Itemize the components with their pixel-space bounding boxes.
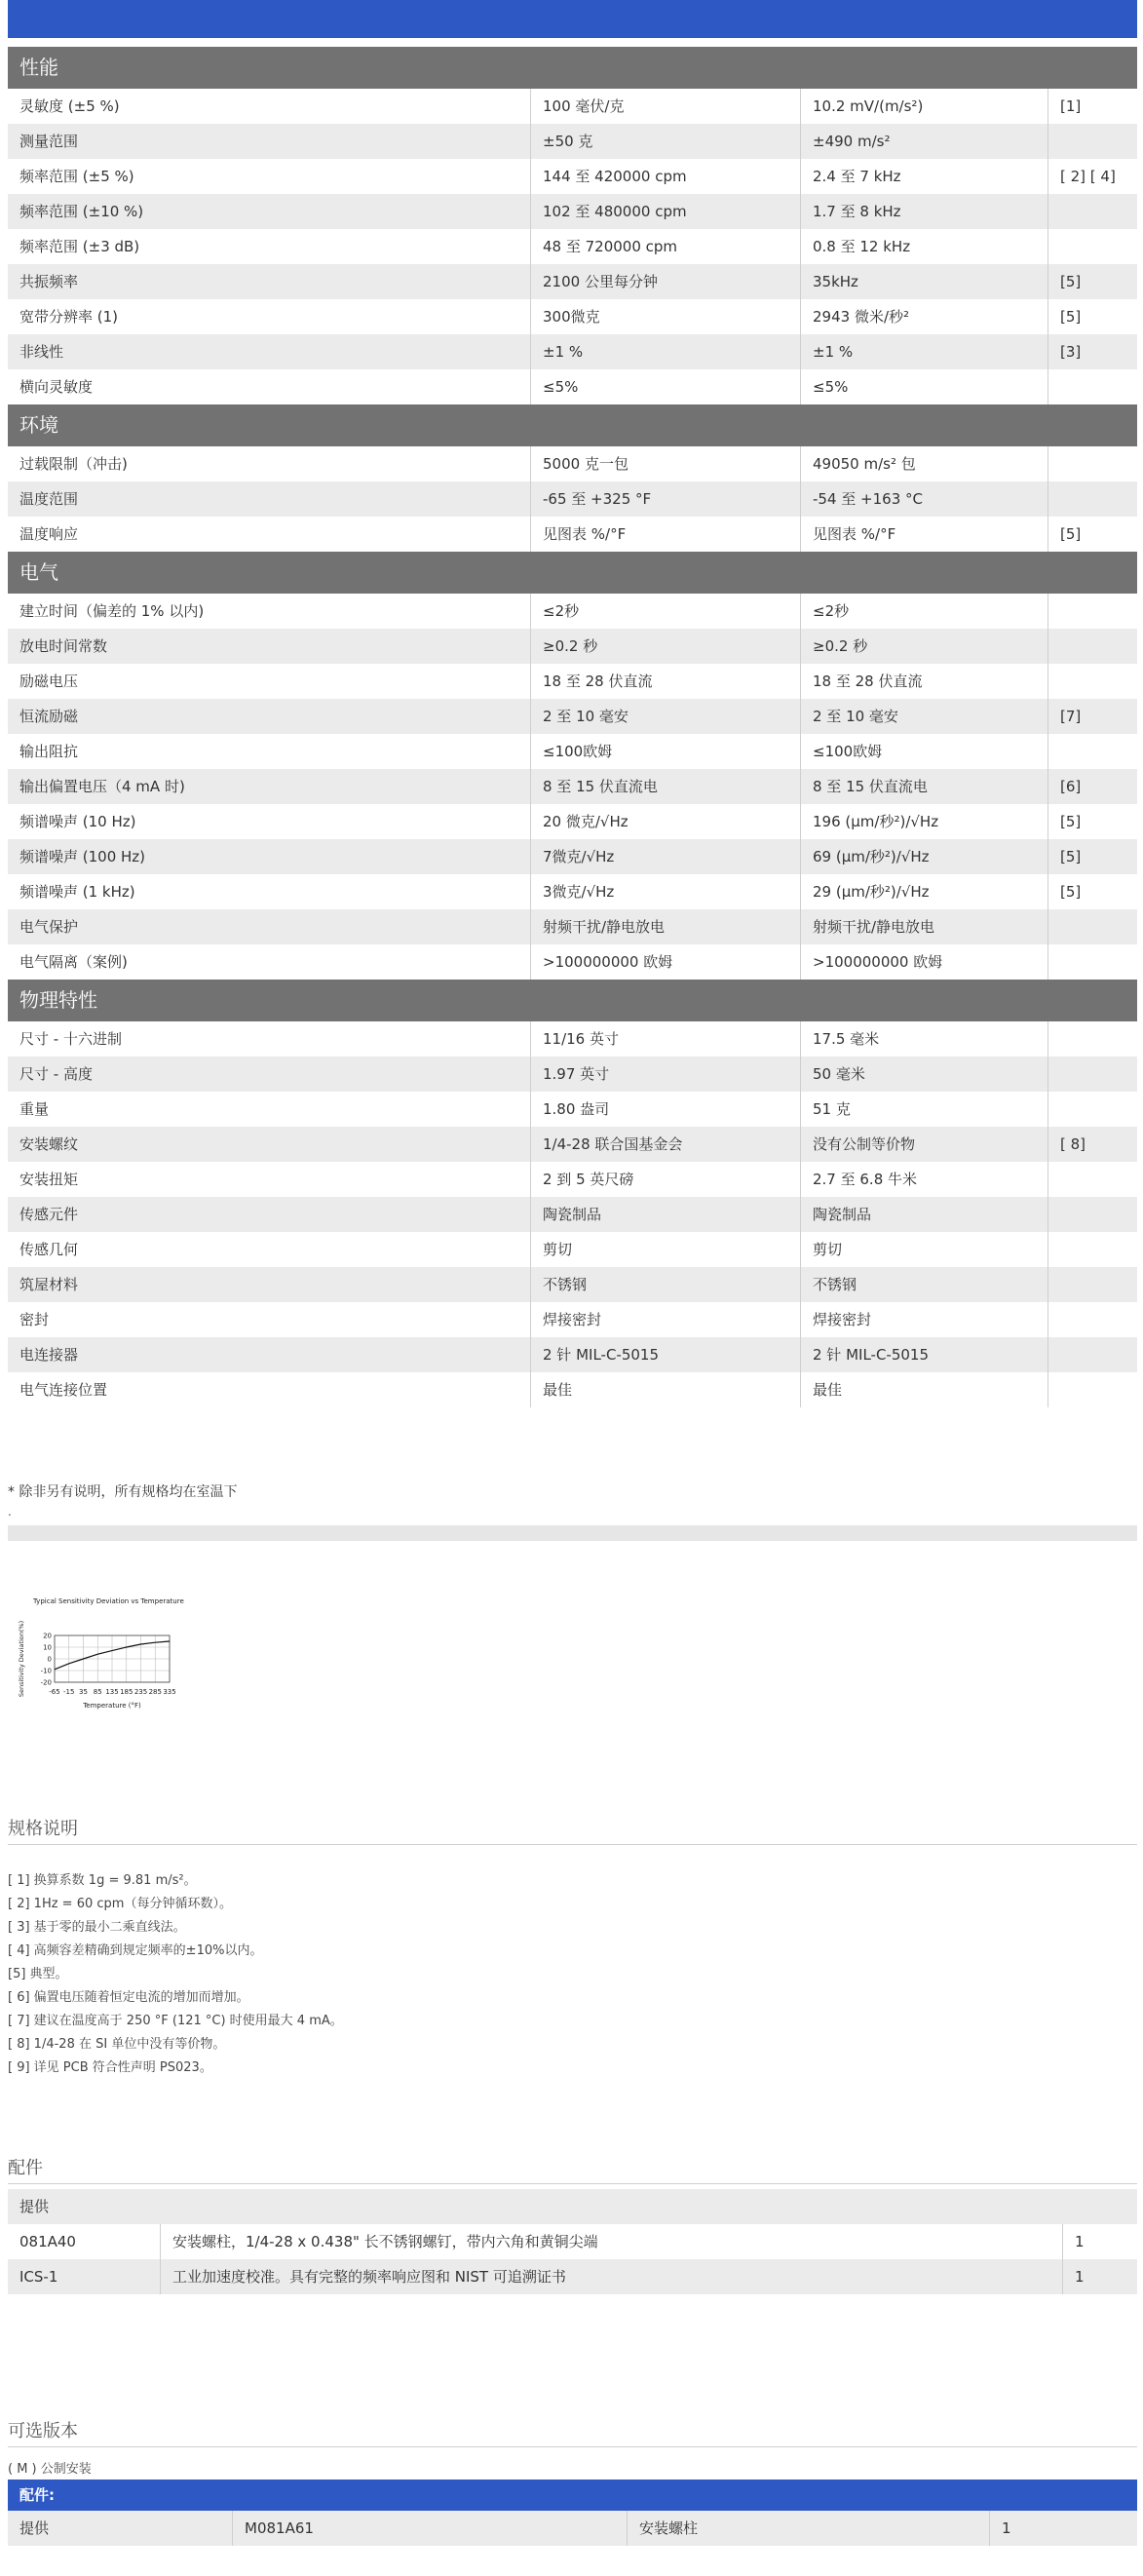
spec-value-metric: 不锈钢 (801, 1267, 1048, 1302)
spec-note-ref (1048, 1372, 1137, 1407)
table-row (8, 517, 1137, 552)
table-row (8, 1021, 1137, 1057)
spec-note-ref (1048, 369, 1137, 404)
spec-value-imperial: 2100 公里每分钟 (531, 264, 801, 299)
spec-note-ref: [5] (1060, 273, 1082, 290)
spec-note-ref: [5] (1060, 525, 1082, 543)
spec-note-ref (1048, 629, 1137, 664)
table-row (8, 1232, 1137, 1267)
spec-name: 放电时间常数 (8, 629, 531, 664)
spec-note-ref (1048, 194, 1137, 229)
spec-value-imperial: 20 微克/√Hz (531, 804, 801, 839)
spec-name: 重量 (8, 1092, 531, 1127)
spec-note-ref: [6] (1060, 778, 1082, 795)
spec-note-item: [ 2] 1Hz = 60 cpm（每分钟循环数）。 (8, 1897, 232, 1911)
spec-value-imperial: ≤2秒 (531, 594, 801, 629)
spec-note-ref (1048, 1302, 1137, 1337)
spec-name: 输出阻抗 (8, 734, 531, 769)
spec-value-imperial: ±50 克 (531, 124, 801, 159)
optional-provided: 提供 (8, 2511, 233, 2546)
spec-value-metric: 2.7 至 6.8 牛米 (801, 1162, 1048, 1197)
accessories-table (8, 2189, 1137, 2294)
spec-value-imperial: 最佳 (531, 1372, 801, 1407)
table-row (8, 229, 1137, 264)
table-row (8, 944, 1137, 980)
spec-name: 安装螺纹 (8, 1127, 531, 1162)
spec-notes-title: 规格说明 (8, 1819, 78, 1839)
x-tick-label: -65 (49, 1688, 60, 1696)
spec-note-ref (1048, 481, 1137, 517)
spec-value-metric: ±490 m/s² (801, 124, 1048, 159)
spec-value-imperial: >100000000 欧姆 (531, 944, 801, 980)
table-row (8, 2511, 1137, 2546)
spec-value-metric: ≤2秒 (801, 594, 1048, 629)
table-row (8, 1267, 1137, 1302)
section-header: 环境 (8, 404, 1137, 446)
spec-notes-list (8, 1869, 343, 2080)
spec-note-ref: [5] (1060, 883, 1082, 901)
spec-value-metric: 18 至 28 伏直流 (801, 664, 1048, 699)
y-tick-label: -20 (40, 1678, 52, 1687)
spec-value-metric: 8 至 15 伏直流电 (801, 769, 1048, 804)
spec-note-ref: [ 2] [ 4] (1060, 168, 1116, 185)
spec-value-metric: ≤100欧姆 (801, 734, 1048, 769)
table-row (8, 1057, 1137, 1092)
spec-note-ref: [1] (1060, 97, 1082, 115)
spec-note-ref: [5] (1060, 813, 1082, 830)
table-row (8, 839, 1137, 874)
spec-note-ref (1048, 1092, 1137, 1127)
optional-versions-title: 可选版本 (8, 2421, 78, 2441)
spec-value-imperial: 2 至 10 毫安 (531, 699, 801, 734)
spec-value-metric: 1.7 至 8 kHz (801, 194, 1048, 229)
spec-note-ref (1048, 229, 1137, 264)
spec-value-metric: 2943 微米/秒² (801, 299, 1048, 334)
spec-note-ref (1048, 944, 1137, 980)
spec-note-ref (1048, 1021, 1137, 1057)
spec-value-imperial: 2 针 MIL-C-5015 (531, 1337, 801, 1372)
spec-value-imperial: ≥0.2 秒 (531, 629, 801, 664)
spec-name: 频谱噪声 (100 Hz) (8, 839, 531, 874)
spec-note-item: [5] 典型。 (8, 1967, 68, 1981)
table-row (8, 481, 1137, 517)
spec-name: 频谱噪声 (10 Hz) (8, 804, 531, 839)
spec-value-metric: 见图表 %/°F (801, 517, 1048, 552)
temperature-chart (14, 1595, 277, 1725)
x-axis-label: Temperature (°F) (83, 1702, 141, 1710)
spec-value-metric: -54 至 +163 °C (801, 481, 1048, 517)
spec-name: 温度响应 (8, 517, 531, 552)
spec-name: 建立时间（偏差的 1% 以内) (8, 594, 531, 629)
spec-value-imperial: ±1 % (531, 334, 801, 369)
spec-name: 温度范围 (8, 481, 531, 517)
spec-note-item: [ 8] 1/4-28 在 SI 单位中没有等价物。 (8, 2037, 226, 2052)
spec-value-metric: >100000000 欧姆 (801, 944, 1048, 980)
spec-note-ref (1048, 1267, 1137, 1302)
spec-value-imperial: 102 至 480000 cpm (531, 194, 801, 229)
spec-name: 非线性 (8, 334, 531, 369)
table-row (8, 1372, 1137, 1407)
spec-name: 宽带分辨率 (1) (8, 299, 531, 334)
spec-value-imperial: 陶瓷制品 (531, 1197, 801, 1232)
accessory-quantity: 1 (1075, 2233, 1085, 2250)
spec-value-imperial: 100 毫伏/克 (531, 89, 801, 124)
spec-value-metric: ≤5% (801, 369, 1048, 404)
spec-name: 电气隔离（案例) (8, 944, 531, 980)
spec-value-metric: 2.4 至 7 kHz (801, 159, 1048, 194)
x-tick-label: 285 (148, 1688, 162, 1696)
spec-value-imperial: 300微克 (531, 299, 801, 334)
spec-value-imperial: 2 到 5 英尺磅 (531, 1162, 801, 1197)
table-row (8, 909, 1137, 944)
spec-name: 频谱噪声 (1 kHz) (8, 874, 531, 909)
spec-value-metric: ≥0.2 秒 (801, 629, 1048, 664)
table-row (8, 264, 1137, 299)
y-tick-label: 10 (43, 1643, 52, 1652)
spec-name: 尺寸 - 十六进制 (8, 1021, 531, 1057)
spec-value-imperial: 1.97 英寸 (531, 1057, 801, 1092)
table-row (8, 699, 1137, 734)
table-row (8, 2259, 1137, 2294)
footnote: * 除非另有说明，所有规格均在室温下 (8, 1484, 238, 1500)
table-row (8, 594, 1137, 629)
accessories-rule (8, 2183, 1137, 2184)
spec-name: 励磁电压 (8, 664, 531, 699)
table-row (8, 89, 1137, 124)
top-color-bar (8, 0, 1137, 38)
spec-value-imperial: 48 至 720000 cpm (531, 229, 801, 264)
spec-note-ref (1048, 734, 1137, 769)
optional-accessories-bar: 配件: (8, 2480, 1137, 2511)
footnote-dot: . (8, 1505, 12, 1519)
spec-name: 频率范围 (±10 %) (8, 194, 531, 229)
spec-value-metric: 69 (μm/秒²)/√Hz (801, 839, 1048, 874)
chart-svg (14, 1595, 277, 1721)
spec-name: 传感几何 (8, 1232, 531, 1267)
spec-note-item: [ 9] 详见 PCB 符合性声明 PS023。 (8, 2060, 212, 2075)
y-tick-label: 0 (47, 1655, 52, 1664)
table-row (8, 804, 1137, 839)
spec-notes-rule (8, 1844, 1137, 1845)
table-row (8, 664, 1137, 699)
optional-versions-rule (8, 2446, 1137, 2447)
spec-note-ref (1048, 1162, 1137, 1197)
spec-note-ref (1048, 1197, 1137, 1232)
optional-quantity: 1 (1002, 2519, 1011, 2537)
spec-value-metric: 焊接密封 (801, 1302, 1048, 1337)
x-tick-label: -15 (63, 1688, 75, 1696)
y-tick-label: 20 (43, 1632, 52, 1640)
spec-value-metric: ±1 % (801, 334, 1048, 369)
spec-name: 过载限制（冲击) (8, 446, 531, 481)
accessory-model[interactable]: ICS-1 (8, 2259, 161, 2294)
spec-value-imperial: 144 至 420000 cpm (531, 159, 801, 194)
spec-value-metric: 最佳 (801, 1372, 1048, 1407)
spec-value-metric: 2 至 10 毫安 (801, 699, 1048, 734)
table-row (8, 299, 1137, 334)
spec-name: 灵敏度 (±5 %) (8, 89, 531, 124)
section-header: 电气 (8, 552, 1137, 594)
spec-value-metric: 51 克 (801, 1092, 1048, 1127)
spec-note-item: [ 1] 换算系数 1g = 9.81 m/s²。 (8, 1873, 197, 1888)
x-tick-label: 235 (133, 1688, 148, 1696)
spec-note-item: [ 3] 基于零的最小二乘直线法。 (8, 1920, 186, 1935)
spec-value-metric: 陶瓷制品 (801, 1197, 1048, 1232)
spec-value-imperial: ≤100欧姆 (531, 734, 801, 769)
spec-table (8, 47, 1137, 1407)
x-tick-label: 335 (163, 1688, 176, 1696)
spec-note-ref: [5] (1060, 308, 1082, 326)
spec-name: 横向灵敏度 (8, 369, 531, 404)
spec-name: 测量范围 (8, 124, 531, 159)
optional-model[interactable]: M081A61 (233, 2511, 628, 2546)
spec-name: 频率范围 (±3 dB) (8, 229, 531, 264)
spec-note-ref (1048, 909, 1137, 944)
spec-value-metric: 剪切 (801, 1232, 1048, 1267)
table-row (8, 1302, 1137, 1337)
spec-value-imperial: 8 至 15 伏直流电 (531, 769, 801, 804)
table-row (8, 2224, 1137, 2259)
spec-note-ref: [ 8] (1060, 1135, 1086, 1153)
table-row (8, 1092, 1137, 1127)
spec-name: 共振频率 (8, 264, 531, 299)
spec-note-ref: [5] (1060, 848, 1082, 865)
section-header: 物理特性 (8, 980, 1137, 1021)
optional-description: 安装螺柱 (628, 2511, 990, 2546)
spec-value-metric: 196 (μm/秒²)/√Hz (801, 804, 1048, 839)
spec-note-ref (1048, 124, 1137, 159)
y-tick-label: -10 (40, 1667, 52, 1675)
spec-value-imperial: 7微克/√Hz (531, 839, 801, 874)
spec-name: 电气连接位置 (8, 1372, 531, 1407)
spec-value-metric: 射频干扰/静电放电 (801, 909, 1048, 944)
spec-value-imperial: 焊接密封 (531, 1302, 801, 1337)
spec-value-imperial: 1/4-28 联合国基金会 (531, 1127, 801, 1162)
table-row (8, 1197, 1137, 1232)
spec-note-item: [ 4] 高频容差精确到规定频率的±10%以内。 (8, 1943, 263, 1958)
table-row (8, 334, 1137, 369)
spec-note-ref (1048, 1057, 1137, 1092)
spec-value-metric: 0.8 至 12 kHz (801, 229, 1048, 264)
spec-name: 筑屋材料 (8, 1267, 531, 1302)
table-row (8, 159, 1137, 194)
spec-note-ref (1048, 664, 1137, 699)
table-row (8, 629, 1137, 664)
spec-name: 恒流励磁 (8, 699, 531, 734)
spec-note-ref (1048, 446, 1137, 481)
accessory-quantity: 1 (1075, 2268, 1085, 2286)
spec-value-metric: 10.2 mV/(m/s²) (801, 89, 1048, 124)
spec-note-ref: [7] (1060, 708, 1082, 725)
x-tick-label: 135 (105, 1688, 119, 1696)
x-tick-label: 185 (120, 1688, 133, 1696)
spec-note-ref (1048, 1232, 1137, 1267)
spec-value-imperial: 18 至 28 伏直流 (531, 664, 801, 699)
accessory-description: 工业加速度校准。具有完整的频率响应图和 NIST 可追溯证书 (161, 2259, 1063, 2294)
y-axis-label: Sensitivity Deviation(%) (18, 1620, 25, 1698)
spec-note-ref (1048, 1337, 1137, 1372)
spec-note-ref: [3] (1060, 343, 1082, 361)
spec-value-imperial: 不锈钢 (531, 1267, 801, 1302)
spec-name: 密封 (8, 1302, 531, 1337)
spec-value-imperial: 见图表 %/°F (531, 517, 801, 552)
spec-name: 电连接器 (8, 1337, 531, 1372)
spec-value-metric: 2 针 MIL-C-5015 (801, 1337, 1048, 1372)
spec-value-imperial: 3微克/√Hz (531, 874, 801, 909)
x-tick-label: 35 (79, 1688, 88, 1696)
spec-name: 电气保护 (8, 909, 531, 944)
table-row (8, 874, 1137, 909)
spec-value-metric: 50 毫米 (801, 1057, 1048, 1092)
spec-value-metric: 35kHz (801, 264, 1048, 299)
table-row (8, 1162, 1137, 1197)
spec-value-imperial: 1.80 盎司 (531, 1092, 801, 1127)
spec-value-imperial: ≤5% (531, 369, 801, 404)
table-row (8, 124, 1137, 159)
spec-value-metric: 49050 m/s² 包 (801, 446, 1048, 481)
accessories-title: 配件 (8, 2158, 43, 2178)
spec-value-imperial: 11/16 英寸 (531, 1021, 801, 1057)
spec-name: 传感元件 (8, 1197, 531, 1232)
spec-note-item: [ 6] 偏置电压随着恒定电流的增加而增加。 (8, 1990, 249, 2005)
spec-value-metric: 29 (μm/秒²)/√Hz (801, 874, 1048, 909)
table-row (8, 1337, 1137, 1372)
section-header: 性能 (8, 47, 1137, 89)
spec-note-item: [ 7] 建议在温度高于 250 °F (121 °C) 时使用最大 4 mA。 (8, 2014, 343, 2028)
spec-value-imperial: 5000 克一包 (531, 446, 801, 481)
table-row (8, 369, 1137, 404)
spec-value-metric: 没有公制等价物 (801, 1127, 1048, 1162)
x-tick-label: 85 (93, 1688, 102, 1696)
spec-value-imperial: -65 至 +325 °F (531, 481, 801, 517)
table-row (8, 446, 1137, 481)
accessory-model[interactable]: 081A40 (8, 2224, 161, 2259)
spec-value-imperial: 剪切 (531, 1232, 801, 1267)
accessory-description: 安装螺柱，1/4-28 x 0.438" 长不锈钢螺钉，带内六角和黄铜尖端 (161, 2224, 1063, 2259)
optional-version-label: ( M ) 公制安装 (8, 2462, 92, 2477)
accessories-header: 提供 (8, 2189, 1137, 2224)
spec-value-imperial: 射频干扰/静电放电 (531, 909, 801, 944)
table-row (8, 769, 1137, 804)
chart-title: Typical Sensitivity Deviation vs Temperature (33, 1597, 184, 1605)
spec-name: 尺寸 - 高度 (8, 1057, 531, 1092)
table-row (8, 194, 1137, 229)
spec-name: 输出偏置电压（4 mA 时) (8, 769, 531, 804)
divider-band (8, 1525, 1137, 1541)
spec-name: 安装扭矩 (8, 1162, 531, 1197)
spec-value-metric: 17.5 毫米 (801, 1021, 1048, 1057)
spec-name: 频率范围 (±5 %) (8, 159, 531, 194)
spec-note-ref (1048, 594, 1137, 629)
table-row (8, 1127, 1137, 1162)
table-row (8, 734, 1137, 769)
